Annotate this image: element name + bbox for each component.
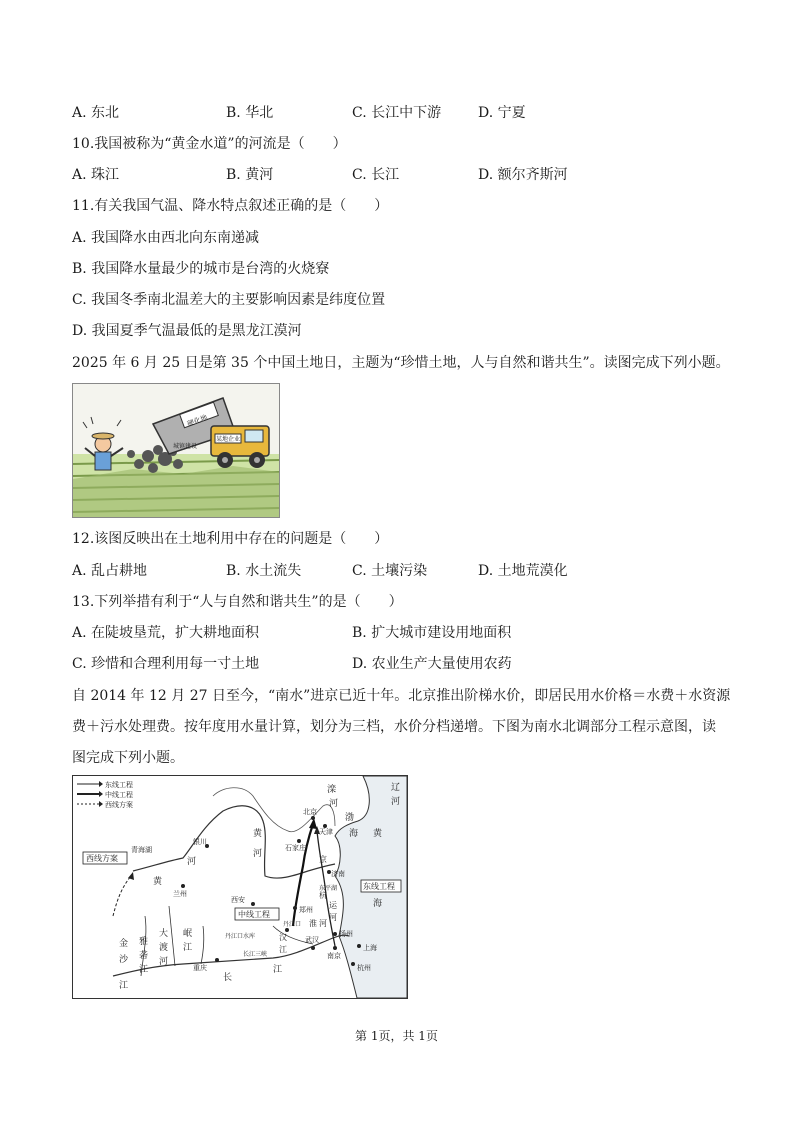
q12-stem: 12.该图反映出在土地利用中存在的问题是（ ） <box>72 531 389 547</box>
river-yalong-3: 江 <box>139 965 149 975</box>
river-han-1: 汉 <box>279 933 287 942</box>
legend-middle: 中线工程 <box>105 791 133 799</box>
city-beijing: 北京 <box>303 808 317 816</box>
q10-option-d: D. 额尔齐斯河 <box>478 167 568 183</box>
canal-1: 运 <box>329 901 337 910</box>
river-dadu-1: 大 <box>159 929 169 939</box>
city-tianjin: 天津 <box>319 828 333 836</box>
q9-option-a: A. 东北 <box>72 105 120 121</box>
city-jinan: 济南 <box>331 870 345 878</box>
q9-options <box>72 103 732 123</box>
intro-south-north-line3: 图完成下列小题。 <box>72 750 184 766</box>
q13-option-a: A. 在陡坡垦荒，扩大耕地面积 <box>72 625 260 641</box>
q13-stem: 13.下列举措有利于“人与自然和谐共生”的是（ ） <box>72 594 403 610</box>
city-shijiazhuang: 石家庄 <box>285 844 306 852</box>
river-yellow-2: 河 <box>187 857 197 867</box>
river-yellow-3: 黄 <box>253 829 263 839</box>
q11-option-a: A. 我国降水由西北向东南递减 <box>72 230 260 246</box>
river-chang-2: 江 <box>273 965 283 975</box>
river-min-2: 江 <box>183 943 193 953</box>
river-luan-1: 滦 <box>327 785 337 795</box>
three-gorges: 长江三峡 <box>243 951 268 958</box>
sea-yellow-2: 海 <box>373 899 383 909</box>
q10-options <box>72 165 732 185</box>
river-chang-1: 长 <box>223 973 233 983</box>
city-yangzhou: 扬州 <box>339 930 353 938</box>
river-yellow-1: 黄 <box>153 877 163 887</box>
q13-option-d: D. 农业生产大量使用农药 <box>352 656 512 672</box>
cartoon-illustration <box>72 383 280 518</box>
map-box-west: 西线方案 <box>86 854 118 863</box>
city-zhengzhou: 郑州 <box>299 906 313 914</box>
river-yalong-1: 雅 <box>139 937 149 947</box>
river-dadu-3: 河 <box>159 957 169 967</box>
river-jinsha-3: 江 <box>119 981 129 991</box>
river-liao-2: 河 <box>391 797 401 807</box>
river-min-1: 岷 <box>183 929 193 939</box>
q10-option-a: A. 珠江 <box>72 167 120 183</box>
lake-qinghai: 青海湖 <box>131 846 152 854</box>
q12-option-d: D. 土地荒漠化 <box>478 563 568 579</box>
q11-option-c: C. 我国冬季南北温差大的主要影响因素是纬度位置 <box>72 292 386 308</box>
intro-south-north-line1: 自 2014 年 12 月 27 日至今，“南水”进京已近十年。北京推出阶梯水价，即居民用水价格＝水费＋水资源 <box>72 688 731 704</box>
q13-option-c: C. 珍惜和合理利用每一寸土地 <box>72 656 260 672</box>
city-lanzhou: 兰州 <box>173 890 187 898</box>
map-legend <box>77 780 133 809</box>
city-wuhan: 武汉 <box>305 936 319 944</box>
cartoon-drawing <box>73 384 279 517</box>
q11-stem: 11.有关我国气温、降水特点叙述正确的是（ ） <box>72 198 389 214</box>
intro-south-north-line2: 费＋污水处理费。按年度用水量计算，划分为三档，水价分档递增。下图为南水北调部分工程示意图，读 <box>72 719 716 735</box>
q12-option-a: A. 乱占耕地 <box>72 563 148 579</box>
q10-stem: 10.我国被称为“黄金水道”的河流是（ ） <box>72 136 347 152</box>
city-xian: 西安 <box>231 896 245 904</box>
sea-yellow-1: 黄 <box>373 829 383 839</box>
city-hangzhou: 杭州 <box>357 964 371 972</box>
river-huai-2: 河 <box>319 919 327 928</box>
city-nanjing: 南京 <box>327 952 341 960</box>
q10-option-b: B. 黄河 <box>226 167 274 183</box>
q9-option-c: C. 长江中下游 <box>352 105 442 121</box>
q13-options-row1 <box>72 623 732 643</box>
q9-option-b: B. 华北 <box>226 105 274 121</box>
river-yellow-4: 河 <box>253 849 263 859</box>
south-north-water-map <box>72 775 408 999</box>
river-jinsha-2: 沙 <box>119 955 129 965</box>
q11-option-b: B. 我国降水量最少的城市是台湾的火烧寮 <box>72 261 330 277</box>
city-yinchuan: 银川 <box>193 838 207 846</box>
reservoir-danjiangkou: 丹江口水库 <box>225 933 256 940</box>
map-box-east: 东线工程 <box>363 882 395 891</box>
sea-bohai-1: 渤 <box>345 813 355 823</box>
city-chongqing: 重庆 <box>193 964 207 972</box>
cartoon-door-label: 某地企业 <box>216 436 241 443</box>
q12-options <box>72 561 732 581</box>
map-drawing <box>73 776 407 998</box>
q9-option-d: D. 宁夏 <box>478 105 526 121</box>
city-shanghai: 上海 <box>363 944 377 952</box>
intro-land-day: 2025 年 6 月 25 日是第 35 个中国土地日，主题为“珍惜土地，人与自然和谐共生”。读图完成下列小题。 <box>72 355 730 371</box>
cartoon-truck-side-label: 城镇建设 <box>173 443 198 450</box>
q12-option-b: B. 水土流失 <box>226 563 302 579</box>
river-han-2: 江 <box>279 945 287 954</box>
map-box-middle: 中线工程 <box>238 910 270 919</box>
page-footer: 第 1页，共 1页 <box>355 1029 438 1043</box>
river-liao-1: 辽 <box>391 783 401 793</box>
river-yalong-2: 砻 <box>139 951 149 961</box>
river-luan-2: 河 <box>329 799 339 809</box>
q11-option-d: D. 我国夏季气温最低的是黑龙江漠河 <box>72 323 302 339</box>
city-dongpinghu: 东平湖 <box>319 885 338 892</box>
river-huai-1: 淮 <box>309 919 317 928</box>
cartoon-cargo-label: 硬化地 <box>186 413 209 429</box>
q12-option-c: C. 土壤污染 <box>352 563 428 579</box>
sea-bohai-2: 海 <box>349 829 359 839</box>
canal-hang: 杭 <box>319 891 327 900</box>
q10-option-c: C. 长江 <box>352 167 400 183</box>
legend-west: 西线方案 <box>105 801 133 809</box>
q13-option-b: B. 扩大城市建设用地面积 <box>352 625 512 641</box>
city-danjiangkou: 丹江口 <box>283 921 302 928</box>
canal-jing: 京 <box>319 855 327 864</box>
river-jinsha-1: 金 <box>119 939 129 949</box>
q13-options-row2 <box>72 654 732 674</box>
legend-east: 东线工程 <box>105 781 133 789</box>
river-dadu-2: 渡 <box>159 943 169 953</box>
canal-2: 河 <box>329 913 337 922</box>
